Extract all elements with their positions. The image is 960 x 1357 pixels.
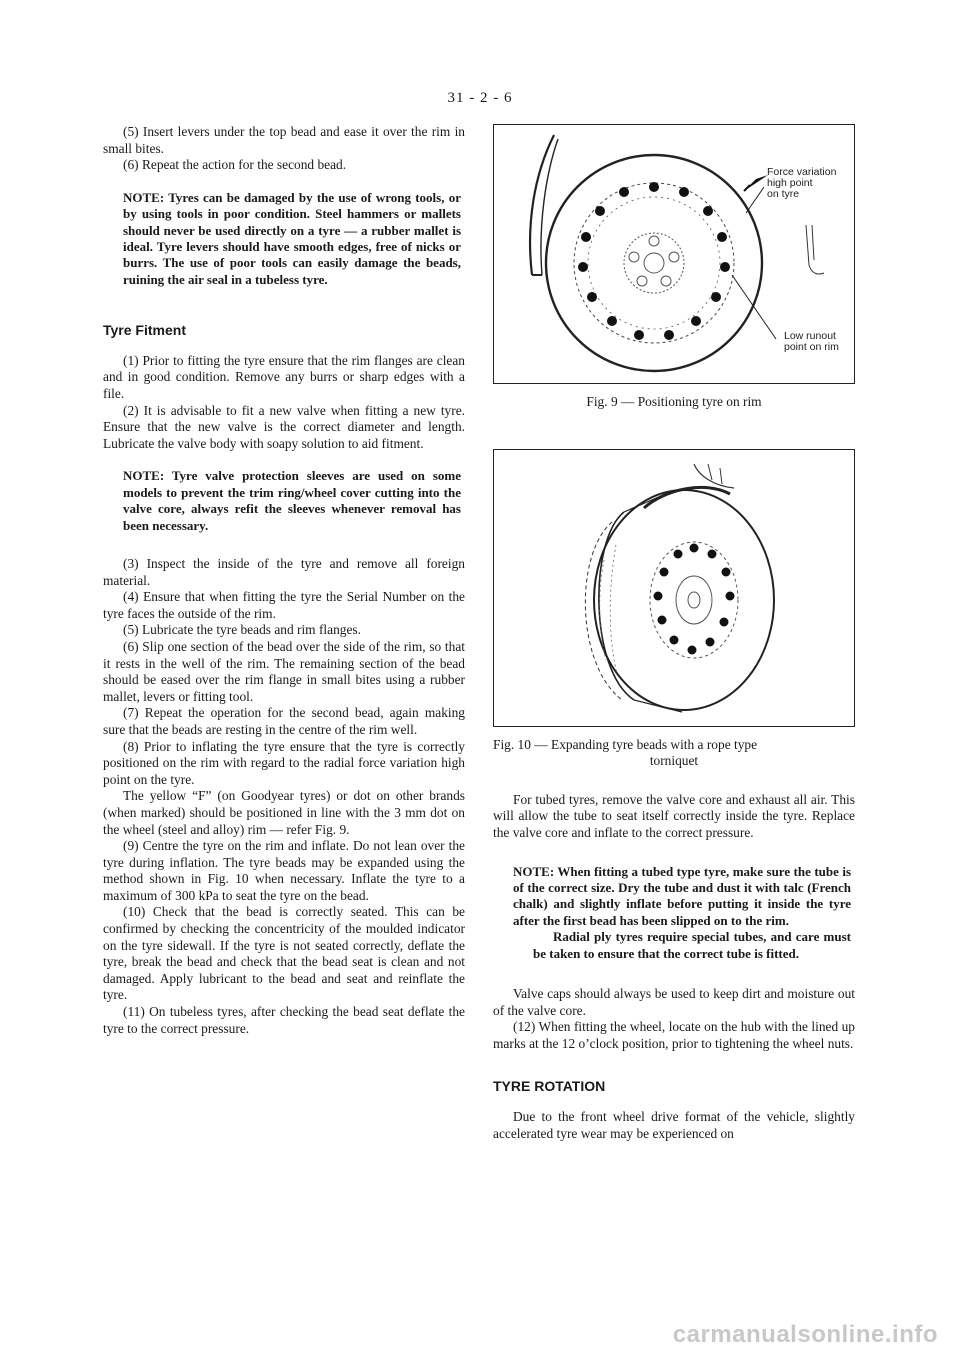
paragraph: (5) Lubricate the tyre beads and rim flanges. [123, 622, 361, 638]
note-text: NOTE: Tyres can be damaged by the use of wrong tools, or by using tools in poor condition. Steel hammers or mallets should never be used directly on a tyre — a rubber mallet is ideal. Tyre levers should have smooth edges, free of nicks or burrs. The use of poor tools can easily damage the beads, ruining the air seal in a tubeless tyre. [123, 189, 461, 287]
right-column [493, 124, 855, 1142]
rope-torniquet-illustration [494, 450, 854, 726]
paragraph: (6) Slip one section of the bead over the side of the rim, so that it rests in the well of the rim. The remaining section of the bead should be eased over the rim flange in small bites using a rubber mallet, levers or fitting tool. [103, 638, 465, 704]
caption-line: torniquet [649, 753, 699, 769]
paragraph: (9) Centre the tyre on the rim and inflate. Do not lean over the tyre during inflation. The tyre beads may be expanded using the method shown in Fig. 10 when necessary. Inflate the tyre to a maximum of 300 kPa to seat the tyre on the bead. [103, 838, 465, 903]
figure-9 [493, 124, 855, 384]
paragraph: (3) Inspect the inside of the tyre and remove all foreign material. [103, 556, 465, 588]
callout-line: on tyre [767, 188, 800, 200]
paragraph: For tubed tyres, remove the valve core and exhaust all air. This will allow the tube to seat itself correctly inside the tyre. Replace the valve core and inflate to the correct pressure. [493, 791, 855, 840]
paragraph: (8) Prior to inflating the tyre ensure that the tyre is correctly positioned on the rim with regard to the radial force variation high point on the tyre. [103, 738, 465, 787]
paragraph: (6) Repeat the action for the second bead. [123, 157, 347, 173]
paragraph: (2) It is advisable to fit a new valve when fitting a new tyre. Ensure that the new valve is the correct diameter and length. Lubricate the valve body with soapy solution to aid fitment. [103, 402, 465, 451]
note-text: NOTE: When fitting a tubed type tyre, make sure the tube is of the correct size. Dry the tube and dust it with talc (French chalk) and slightly inflate before putting it inside the tyre after the first bead has been slipped on to the rim. [513, 863, 851, 928]
paragraph: (4) Ensure that when fitting the tyre the Serial Number on the tyre faces the outside of the rim. [103, 589, 465, 621]
paragraph: (12) When fitting the wheel, locate on the hub with the lined up marks at the 12 o’clock position, prior to tightening the wheel nuts. [493, 1019, 855, 1051]
callout-line: Low runout [784, 330, 836, 342]
note-text: NOTE: Tyre valve protection sleeves are used on some models to prevent the trim ring/wheel cover cutting into the valve core, always refit the sleeves whenever removal has been necessary. [123, 468, 461, 533]
paragraph: Valve caps should always be used to keep dirt and moisture out of the valve core. [493, 986, 855, 1018]
paragraph: (11) On tubeless tyres, after checking the bead seat deflate the tyre to the correct pressure. [103, 1004, 465, 1036]
paragraph: The yellow “F” (on Goodyear tyres) or dot on other brands (when marked) should be positioned in line with the 3 mm dot on the wheel (steel and alloy) rim — refer Fig. 9. [103, 788, 465, 837]
callout-low-runout [784, 331, 839, 353]
caption-line: Fig. 10 — Expanding tyre beads with a rope type [493, 736, 758, 752]
note-text: Radial ply tyres require special tubes, and care must be taken to ensure that the correct tube is fitted. [533, 929, 851, 961]
paragraph: Due to the front wheel drive format of the vehicle, slightly accelerated tyre wear may be experienced on [493, 1108, 855, 1141]
note-block [103, 190, 465, 288]
note-block [493, 864, 855, 962]
watermark: carmanualsonline.info [672, 1321, 938, 1348]
callout-line: Force variation [767, 166, 837, 178]
page-number: 31 - 2 - 6 [447, 90, 513, 106]
section-heading: TYRE ROTATION [493, 1078, 606, 1095]
paragraph: (1) Prior to fitting the tyre ensure that the rim flanges are clean and in good condition. Remove any burrs or sharp edges with a file. [103, 352, 465, 401]
paragraph: (7) Repeat the operation for the second bead, again making sure that the beads are resting in the centre of the rim well. [103, 705, 465, 737]
callout-line: high point [767, 177, 813, 189]
note-block [103, 468, 465, 534]
section-heading: Tyre Fitment [103, 322, 186, 339]
paragraph: (5) Insert levers under the top bead and ease it over the rim in small bites. [103, 124, 465, 156]
figure-10 [493, 449, 855, 727]
figure-10-caption [493, 737, 855, 770]
callout-line: point on rim [784, 341, 839, 353]
figure-9-caption: Fig. 9 — Positioning tyre on rim [586, 394, 762, 409]
paragraph: (10) Check that the bead is correctly seated. This can be confirmed by checking the concentricity of the moulded indicator on the tyre sidewall. If the tyre is not seated correctly, deflate the tyre, break the bead and check that the bead seat is clean and not damaged. Apply lubricant to the bead and seat and reinflate the tyre. [103, 904, 465, 1003]
callout-force-variation [767, 167, 836, 200]
left-column [103, 124, 465, 1037]
